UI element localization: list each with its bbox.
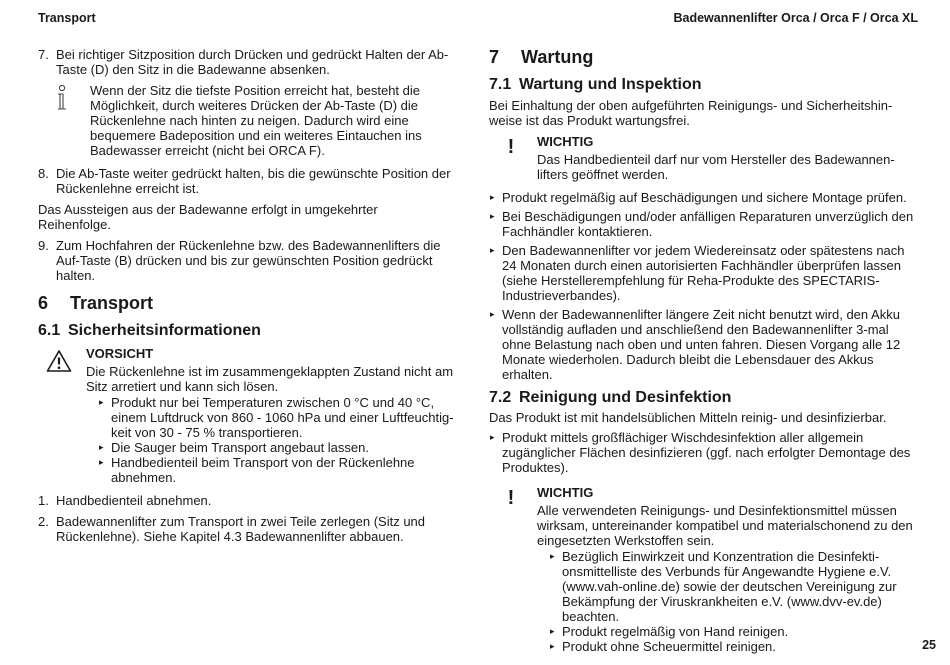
section-title: Reinigung und Desinfektion	[519, 389, 732, 406]
caution-notice	[38, 346, 454, 485]
step-9	[38, 238, 454, 283]
list-item: ▸ Produkt ohne Scheuermittel reinigen.	[550, 639, 776, 654]
list-item: ▸ Produkt regelmäßig von Hand reinigen.	[550, 624, 789, 639]
exclamation-icon: !	[507, 136, 515, 158]
info-text: Wenn der Sitz die tiefste Position erreicht hat, besteht die Möglichkeit, durch weiteres Drücken der Ab-Taste (D) die Rückenlehne nach hinten zu neigen. Dadurch wird eine bequemere Badeposition und ein weiteres Eintauchen ins Badewasser erreicht (nicht bei ORCA F).	[90, 83, 422, 158]
step-number: 7.	[38, 47, 49, 62]
bullet-icon: ▸	[490, 432, 495, 442]
bullet-icon: ▸	[99, 457, 104, 467]
list-item: ▸ Die Sauger beim Transport angebaut lassen.	[99, 440, 369, 455]
notice-bullets	[537, 549, 914, 654]
list-item: ▸ Wenn der Badewannenlifter längere Zeit nicht benutzt wird, den Akku vollständig aufladen und anschließend den Badewannenlifter 3-mal ohne Belastung nach oben und unten fahren. Diesen Vorgang alle 12 Monate wiederholen. Dadurch bleibt die Lebensdauer des Akkus erhalten.	[490, 307, 901, 382]
info-note	[38, 83, 454, 158]
header-product-title: Badewannenlifter Orca / Orca F / Orca XL	[673, 11, 918, 25]
list-item: ▸ Produkt mittels großflächiger Wischdesinfektion aller allgemein zugänglicher Flächen desinfizieren (ggf. nach erfolgter Demontage des Produktes).	[490, 430, 911, 475]
section-number: 7	[489, 47, 500, 67]
section-6-heading	[38, 293, 454, 314]
page-number: 25	[922, 638, 936, 652]
section-7-2-heading	[489, 388, 914, 407]
section-title: Transport	[70, 293, 154, 313]
warning-triangle-icon	[46, 349, 72, 373]
step-number: 9.	[38, 238, 49, 253]
section-title: Sicherheitsinformationen	[68, 322, 261, 339]
bullet-icon: ▸	[99, 442, 104, 452]
bullet-icon: ▸	[550, 641, 555, 651]
step-7	[38, 47, 454, 77]
step-text: Zum Hochfahren der Rückenlehne bzw. des Badewannenlifters die Auf-Taste (B) drücken und bis zur gewünschten Position gedrückt halten.	[56, 238, 441, 283]
section-number: 6	[38, 293, 49, 313]
bullet-icon: ▸	[490, 192, 495, 202]
section-7-heading	[489, 47, 914, 68]
notice-text: Das Handbedienteil darf nur vom Hersteller des Badewannen-lifters geöffnet werden.	[537, 152, 895, 182]
list-item: ▸ Bei Beschädigungen und/oder anfälligen Reparaturen unverzüglich den Fachhändler kontaktieren.	[490, 209, 914, 239]
notice-text: Alle verwendeten Reinigungs- und Desinfektionsmittel müssen wirksam, untereinander kompatibel und materialschonend zu den eingesetzten Werkstoffen sein.	[537, 503, 913, 548]
step-number: 1.	[38, 493, 49, 508]
bullet-icon: ▸	[550, 551, 555, 561]
bullet-icon: ▸	[490, 245, 495, 255]
step-number: 2.	[38, 514, 49, 529]
right-column	[489, 47, 914, 662]
important-notice-2	[489, 485, 914, 654]
caution-text: Die Rückenlehne ist im zusammengeklappten Zustand nicht am Sitz arretiert und kann sich lösen.	[86, 364, 454, 394]
list-item: ▸ Den Badewannenlifter vor jedem Wiedereinsatz oder spätestens nach 24 Monaten durch einen autorisierten Fachhändler überprüfen lassen (siehe Herstellerempfehlung für Reha-Produkte des SPECTARIS-Industrieverbandes).	[490, 243, 905, 303]
step-text: Handbedienteil abnehmen.	[56, 493, 212, 508]
caution-bullets	[86, 395, 454, 485]
section-number: 6.1	[38, 322, 61, 339]
caution-title: VORSICHT	[86, 346, 154, 361]
list-item: ▸ Handbedienteil beim Transport von der Rückenlehne abnehmen.	[99, 455, 415, 485]
header-section-title: Transport	[38, 11, 96, 25]
section-6-1-heading	[38, 321, 454, 340]
step-text: Die Ab-Taste weiter gedrückt halten, bis die gewünschte Position der Rückenlehne erreicht ist.	[56, 166, 451, 196]
step-2	[38, 514, 454, 544]
cleaning-text: Das Produkt ist mit handelsüblichen Mitteln reinig- und desinfizierbar.	[489, 410, 887, 425]
notice-title: WICHTIG	[537, 134, 594, 149]
list-item: ▸ Bezüglich Einwirkzeit und Konzentration die Desinfekti-onsmittelliste des Verbunds für Angewandte Hygiene e.V. (www.vah-online.de) sowie der deutschen Vereinigung zur Bekämpfung der Viruskrankheiten e.V. (www.dvv-ev.de) beachten.	[550, 549, 897, 624]
notice-title: WICHTIG	[537, 485, 594, 500]
left-column	[38, 47, 454, 550]
section-7-1-heading	[489, 75, 914, 94]
bullet-icon: ▸	[99, 397, 104, 407]
section-title: Wartung und Inspektion	[519, 76, 702, 93]
step-text: Badewannenlifter zum Transport in zwei Teile zerlegen (Sitz und Rückenlehne). Siehe Kapitel 4.3 Badewannenlifter abbauen.	[56, 514, 426, 544]
list-item: ▸ Produkt nur bei Temperaturen zwischen 0 °C und 40 °C, einem Luftdruck von 860 - 1060 hPa und einer Luftfeuchtig-keit von 30 - 75 % transportieren.	[99, 395, 454, 440]
info-icon	[54, 85, 70, 113]
step-number: 8.	[38, 166, 49, 181]
list-item: ▸ Produkt regelmäßig auf Beschädigungen und sichere Montage prüfen.	[490, 190, 907, 205]
important-notice-1	[489, 134, 914, 182]
step-text: Bei richtiger Sitzposition durch Drücken und gedrückt Halten der Ab-Taste (D) den Sitz in die Badewanne absenken.	[56, 47, 449, 77]
section-title: Wartung	[521, 47, 594, 67]
step-1	[38, 493, 454, 508]
maintenance-intro: Bei Einhaltung der oben aufgeführten Reinigungs- und Sicherheitshin-weise ist das Produkt wartungsfrei.	[489, 98, 893, 128]
exit-text: Das Aussteigen aus der Badewanne erfolgt in umgekehrter Reihenfolge.	[38, 202, 378, 232]
section-number: 7.2	[489, 389, 512, 406]
step-8	[38, 166, 454, 196]
exclamation-icon: !	[507, 487, 515, 509]
bullet-icon: ▸	[550, 626, 555, 636]
section-number: 7.1	[489, 76, 512, 93]
maintenance-bullets	[489, 190, 914, 382]
bullet-icon: ▸	[490, 309, 495, 319]
bullet-icon: ▸	[490, 211, 495, 221]
